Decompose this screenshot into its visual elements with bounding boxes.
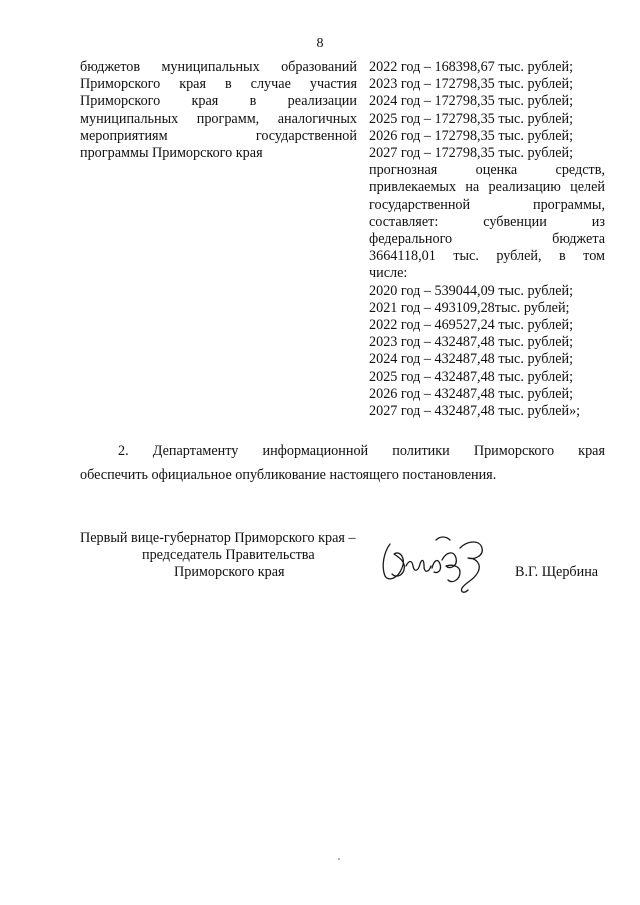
paragraph-2-line-1: 2. Департаменту информационной политики Приморского края [118, 443, 605, 459]
forecast-line: государственной программы, [369, 196, 605, 213]
forecast-line: привлекаемых на реализацию целей [369, 179, 605, 196]
regional-funding-line: 2026 год – 172798,35 тыс. рублей; [369, 127, 574, 144]
left-column-line: Приморского края в случае участия [80, 76, 357, 93]
paragraph-2-line-2: обеспечить официальное опубликование настоящего постановления. [80, 467, 497, 483]
federal-funding-line: 2027 год – 432487,48 тыс. рублей»; [369, 403, 581, 420]
federal-funding-line: 2023 год – 432487,48 тыс. рублей; [369, 334, 574, 351]
left-column-text [80, 59, 357, 162]
signer-name: В.Г. Щербина [515, 564, 599, 580]
paragraph-2 [80, 439, 605, 487]
signatory-title [80, 530, 380, 581]
right-column-text [369, 59, 605, 420]
left-column-line: бюджетов муниципальных образований [80, 59, 357, 75]
forecast-line: прогнозная оценка средств, [369, 162, 605, 179]
federal-funding-line: 2024 год – 432487,48 тыс. рублей; [369, 351, 574, 368]
forecast-line: числе: [369, 265, 408, 282]
left-column-line: мероприятиям государственной [80, 127, 357, 144]
federal-funding-line: 2025 год – 432487,48 тыс. рублей; [369, 368, 574, 385]
left-column-line: программы Приморского края [80, 145, 263, 162]
regional-funding-line: 2027 год – 172798,35 тыс. рублей; [369, 145, 574, 162]
forecast-line: 3664118,01 тыс. рублей, в том [369, 248, 605, 265]
forecast-line: федерального бюджета [369, 231, 605, 248]
signatory-title-line-1: Первый вице-губернатор Приморского края – [80, 530, 356, 546]
federal-funding-line: 2021 год – 493109,28тыс. рублей; [369, 299, 570, 316]
left-column-line: Приморского края в реализации [80, 93, 357, 110]
federal-funding-line: 2022 год – 469527,24 тыс. рублей; [369, 317, 574, 334]
regional-funding-line: 2025 год – 172798,35 тыс. рублей; [369, 110, 574, 127]
page-mark [338, 858, 340, 860]
page-number: 8 [316, 36, 324, 51]
signatory-title-line-3: Приморского края [174, 564, 285, 580]
forecast-line: составляет: субвенции из [369, 213, 605, 230]
federal-funding-line: 2020 год – 539044,09 тыс. рублей; [369, 282, 574, 299]
left-column-line: муниципальных программ, аналогичных [80, 110, 357, 127]
regional-funding-line: 2023 год – 172798,35 тыс. рублей; [369, 76, 574, 93]
federal-funding-line: 2026 год – 432487,48 тыс. рублей; [369, 385, 574, 402]
regional-funding-line: 2024 год – 172798,35 тыс. рублей; [369, 93, 574, 110]
regional-funding-line: 2022 год – 168398,67 тыс. рублей; [369, 59, 574, 75]
handwritten-signature [376, 530, 496, 600]
signatory-title-line-2: председатель Правительства [142, 547, 315, 563]
